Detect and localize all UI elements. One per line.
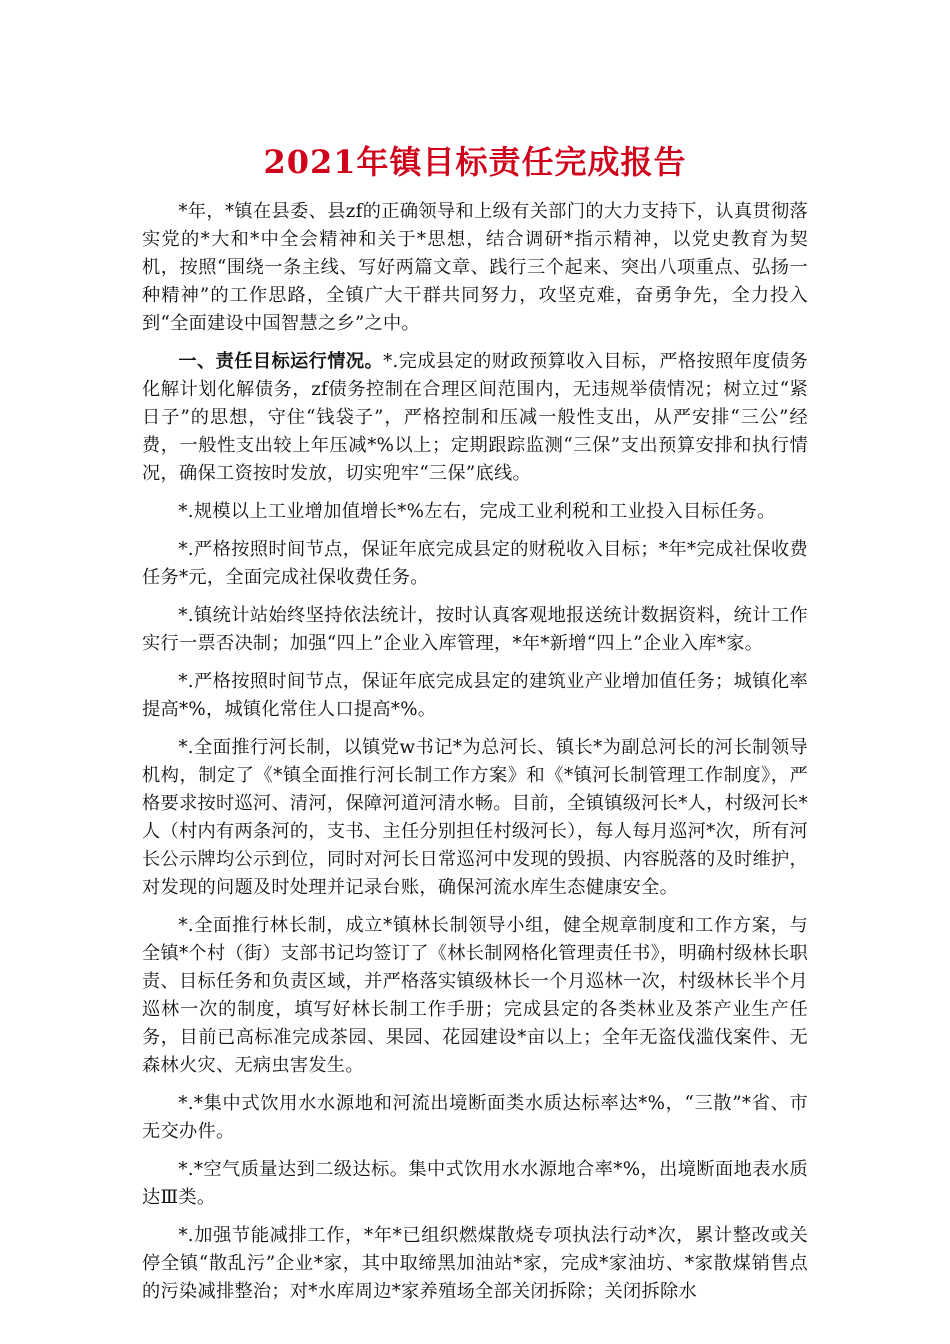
body-paragraph-emission: *.加强节能减排工作，*年*已组织燃煤散烧专项执法行动*次，累计整改或关停全镇“散乱污”企业*家，其中取缔黑加油站*家，完成*家油坊、*家散煤销售点的污染减排整治；对*水库周边*家养殖场全部关闭拆除；关闭拆除水	[142, 1225, 808, 1302]
body-paragraph-water-quality: *.*集中式饮用水水源地和河流出境断面类水质达标率达*%，“三散”*省、市无交办件。	[142, 1093, 808, 1142]
intro-paragraph: *年，*镇在县委、县zf的正确领导和上级有关部门的大力支持下，认真贯彻落实党的*大和*中全会精神和关于*思想，结合调研*指示精神，以党史教育为契机，按照“围绕一条主线、写好两篇文章、践行三个起来、突出八项重点、弘扬一种精神”的工作思路，全镇广大干群共同努力，攻坚克难，奋勇争先，全力投入到“全面建设中国智慧之乡”之中。	[142, 201, 808, 334]
body-paragraph-statistics: *.镇统计站始终坚持依法统计，按时认真客观地报送统计数据资料，统计工作实行一票否决制；加强“四上”企业入库管理，*年*新增“四上”企业入库*家。	[142, 605, 808, 654]
section1-body: *.完成县定的财政预算收入目标，严格按照年度债务化解计划化解债务，zf债务控制在合理区间范围内，无违规举债情况；树立过“紧日子”的思想，守住“钱袋子”，严格控制和压减一般性支出，从严安排“三公”经费，一般性支出较上年压减*%以上；定期跟踪监测“三保”支出预算安排和执行情况，确保工资按时发放，切实兜牢“三保”底线。	[142, 351, 808, 484]
body-paragraph-industry: *.规模以上工业增加值增长*%左右，完成工业利税和工业投入目标任务。	[178, 501, 776, 522]
body-paragraph-river-chief: *.全面推行河长制，以镇党w书记*为总河长、镇长*为副总河长的河长制领导机构，制定了《*镇全面推行河长制工作方案》和《*镇河长制管理工作制度》，严格要求按时巡河、清河，保障河道河清水畅。目前，全镇镇级河长*人，村级河长*人（村内有两条河的，支书、主任分别担任村级河长），每人每月巡河*次，所有河长公示牌均公示到位，同时对河长日常巡河中发现的毁损、内容脱落的及时维护，对发现的问题及时处理并记录台账，确保河流水库生态健康安全。	[142, 737, 808, 898]
section1-heading: 一、责任目标运行情况。	[178, 351, 384, 372]
body-paragraph-air-quality: *.*空气质量达到二级达标。集中式饮用水水源地合率*%，出境断面地表水质达Ⅲ类。	[142, 1159, 808, 1208]
body-paragraph-construction: *.严格按照时间节点，保证年底完成县定的建筑业产业增加值任务；城镇化率提高*%，城镇化常住人口提高*%。	[142, 671, 808, 720]
document-title: 2021年镇目标责任完成报告	[263, 143, 687, 181]
body-paragraph-tax: *.严格按照时间节点，保证年底完成县定的财税收入目标；*年*完成社保收费任务*元，全面完成社保收费任务。	[142, 539, 808, 588]
section1-paragraph	[142, 348, 808, 488]
body-paragraph-forest-chief: *.全面推行林长制，成立*镇林长制领导小组，健全规章制度和工作方案，与全镇*个村（街）支部书记均签订了《林长制网格化管理责任书》，明确村级林长职责、目标任务和负责区域，并严格落实镇级林长一个月巡林一次，村级林长半个月巡林一次的制度，填写好林长制工作手册；完成县定的各类林业及茶产业生产任务，目前已高标准完成茶园、果园、花园建设*亩以上；全年无盗伐滥伐案件、无森林火灾、无病虫害发生。	[142, 915, 808, 1076]
